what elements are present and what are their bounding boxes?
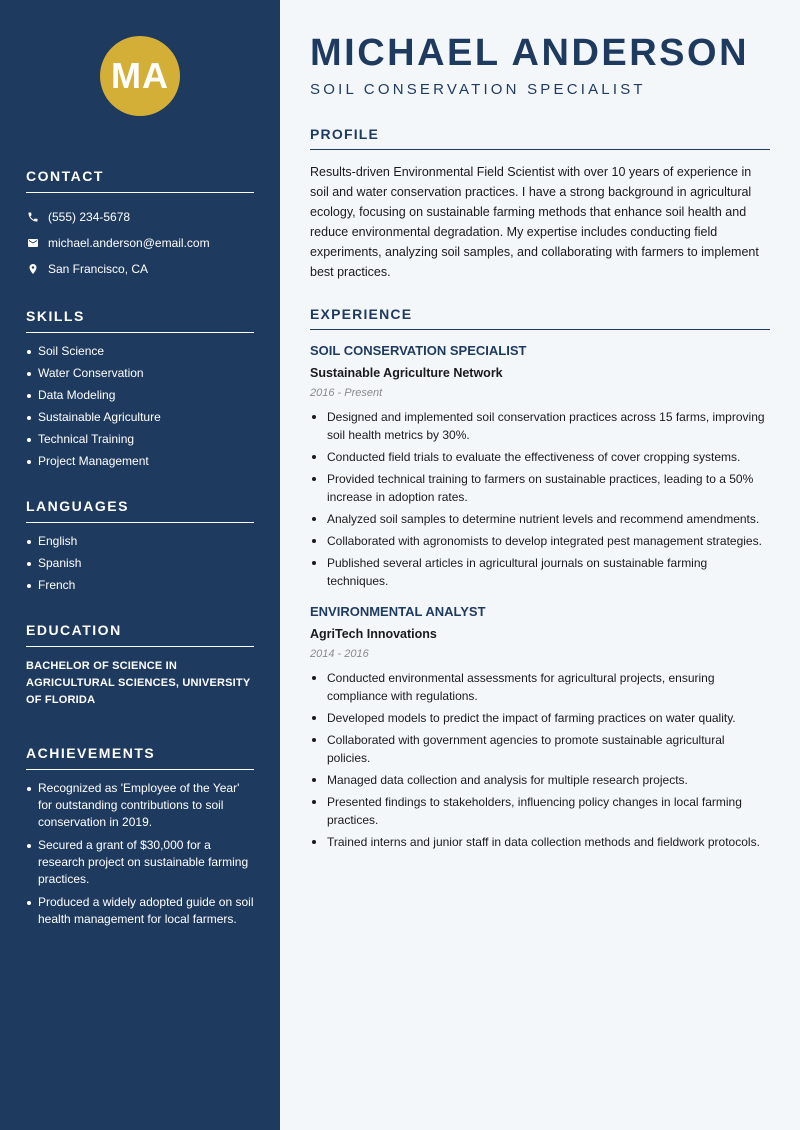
education-section — [26, 622, 254, 709]
contact-list — [26, 204, 254, 282]
profile-heading: PROFILE — [310, 126, 770, 150]
job-title: ENVIRONMENTAL ANALYST — [310, 604, 486, 619]
location-text: San Francisco, CA — [48, 262, 149, 276]
job-bullets — [310, 669, 770, 851]
achievements-section — [26, 745, 254, 928]
education-degree: BACHELOR OF SCIENCE IN AGRICULTURAL SCIENCES, UNIVERSITY OF FLORIDA — [26, 660, 251, 706]
language-item: Spanish — [26, 555, 254, 572]
education-heading: EDUCATION — [26, 622, 254, 647]
experience-section — [310, 306, 770, 851]
job-entry — [310, 343, 770, 590]
job-dates: 2016 - Present — [310, 387, 383, 399]
phone-text: (555) 234-5678 — [48, 210, 131, 224]
achievements-list — [26, 780, 254, 928]
skill-item: Technical Training — [26, 431, 254, 448]
languages-heading: LANGUAGES — [26, 498, 254, 523]
skill-item: Water Conservation — [26, 365, 254, 382]
job-bullet: Designed and implemented soil conservation practices across 15 farms, improving soil health metrics by 30%. — [310, 408, 770, 444]
profile-section — [310, 126, 770, 282]
job-bullet: Collaborated with agronomists to develop integrated pest management strategies. — [310, 532, 770, 550]
languages-list — [26, 533, 254, 594]
job-bullet: Published several articles in agricultural journals on sustainable farming techniques. — [310, 554, 770, 590]
achievement-item: Produced a widely adopted guide on soil health management for local farmers. — [26, 894, 254, 928]
skill-item: Data Modeling — [26, 387, 254, 404]
job-bullet: Managed data collection and analysis for multiple research projects. — [310, 771, 770, 789]
job-bullet: Collaborated with government agencies to promote sustainable agricultural policies. — [310, 731, 770, 767]
job-bullet: Conducted environmental assessments for agricultural projects, ensuring compliance with regulations. — [310, 669, 770, 705]
skill-item: Sustainable Agriculture — [26, 409, 254, 426]
achievements-heading: ACHIEVEMENTS — [26, 745, 254, 770]
job-bullet: Trained interns and junior staff in data collection methods and fieldwork protocols. — [310, 833, 770, 851]
contact-heading: CONTACT — [26, 168, 254, 193]
languages-section — [26, 498, 254, 594]
job-bullet: Provided technical training to farmers on sustainable practices, leading to a 50% increase in adoption rates. — [310, 470, 770, 506]
contact-phone — [26, 204, 254, 230]
sidebar — [0, 0, 280, 1130]
email-text: michael.anderson@email.com — [48, 236, 210, 250]
job-bullet: Presented findings to stakeholders, influencing policy changes in local farming practices. — [310, 793, 770, 829]
job-company: Sustainable Agriculture Network — [310, 366, 503, 380]
contact-email — [26, 230, 254, 256]
avatar: MA — [100, 36, 180, 116]
job-bullet: Developed models to predict the impact of farming practices on water quality. — [310, 709, 770, 727]
job-bullet: Analyzed soil samples to determine nutrient levels and recommend amendments. — [310, 510, 770, 528]
job-bullets — [310, 408, 770, 590]
language-item: English — [26, 533, 254, 550]
job-dates: 2014 - 2016 — [310, 648, 369, 660]
skills-heading: SKILLS — [26, 308, 254, 333]
job-entry — [310, 604, 770, 851]
candidate-name: MICHAEL ANDERSON — [310, 32, 750, 74]
skill-item: Soil Science — [26, 343, 254, 360]
job-bullet: Conducted field trials to evaluate the effectiveness of cover cropping systems. — [310, 448, 770, 466]
job-title: SOIL CONSERVATION SPECIALIST — [310, 343, 527, 358]
skills-section — [26, 308, 254, 470]
achievement-item: Secured a grant of $30,000 for a research project on sustainable farming practices. — [26, 837, 254, 888]
contact-section — [26, 168, 254, 282]
profile-text: Results-driven Environmental Field Scientist with over 10 years of experience in soil and water conservation practices. I have a strong background in agricultural ecology, focusing on sustainable farming methods that enhance soil health and reduce environmental degradation. My expertise includes conducting field experiments, analyzing soil samples, and collaborating with farmers to implement best practices. — [310, 165, 759, 279]
skill-item: Project Management — [26, 453, 254, 470]
contact-location — [26, 256, 254, 282]
achievement-item: Recognized as 'Employee of the Year' for outstanding contributions to soil conservation in 2019. — [26, 780, 254, 831]
phone-icon — [26, 210, 40, 224]
candidate-title: SOIL CONSERVATION SPECIALIST — [310, 81, 646, 98]
job-company: AgriTech Innovations — [310, 627, 437, 641]
email-icon — [26, 236, 40, 250]
skills-list — [26, 343, 254, 470]
language-item: French — [26, 577, 254, 594]
experience-heading: EXPERIENCE — [310, 306, 770, 330]
main-content — [280, 0, 800, 1130]
location-pin-icon — [26, 262, 40, 276]
